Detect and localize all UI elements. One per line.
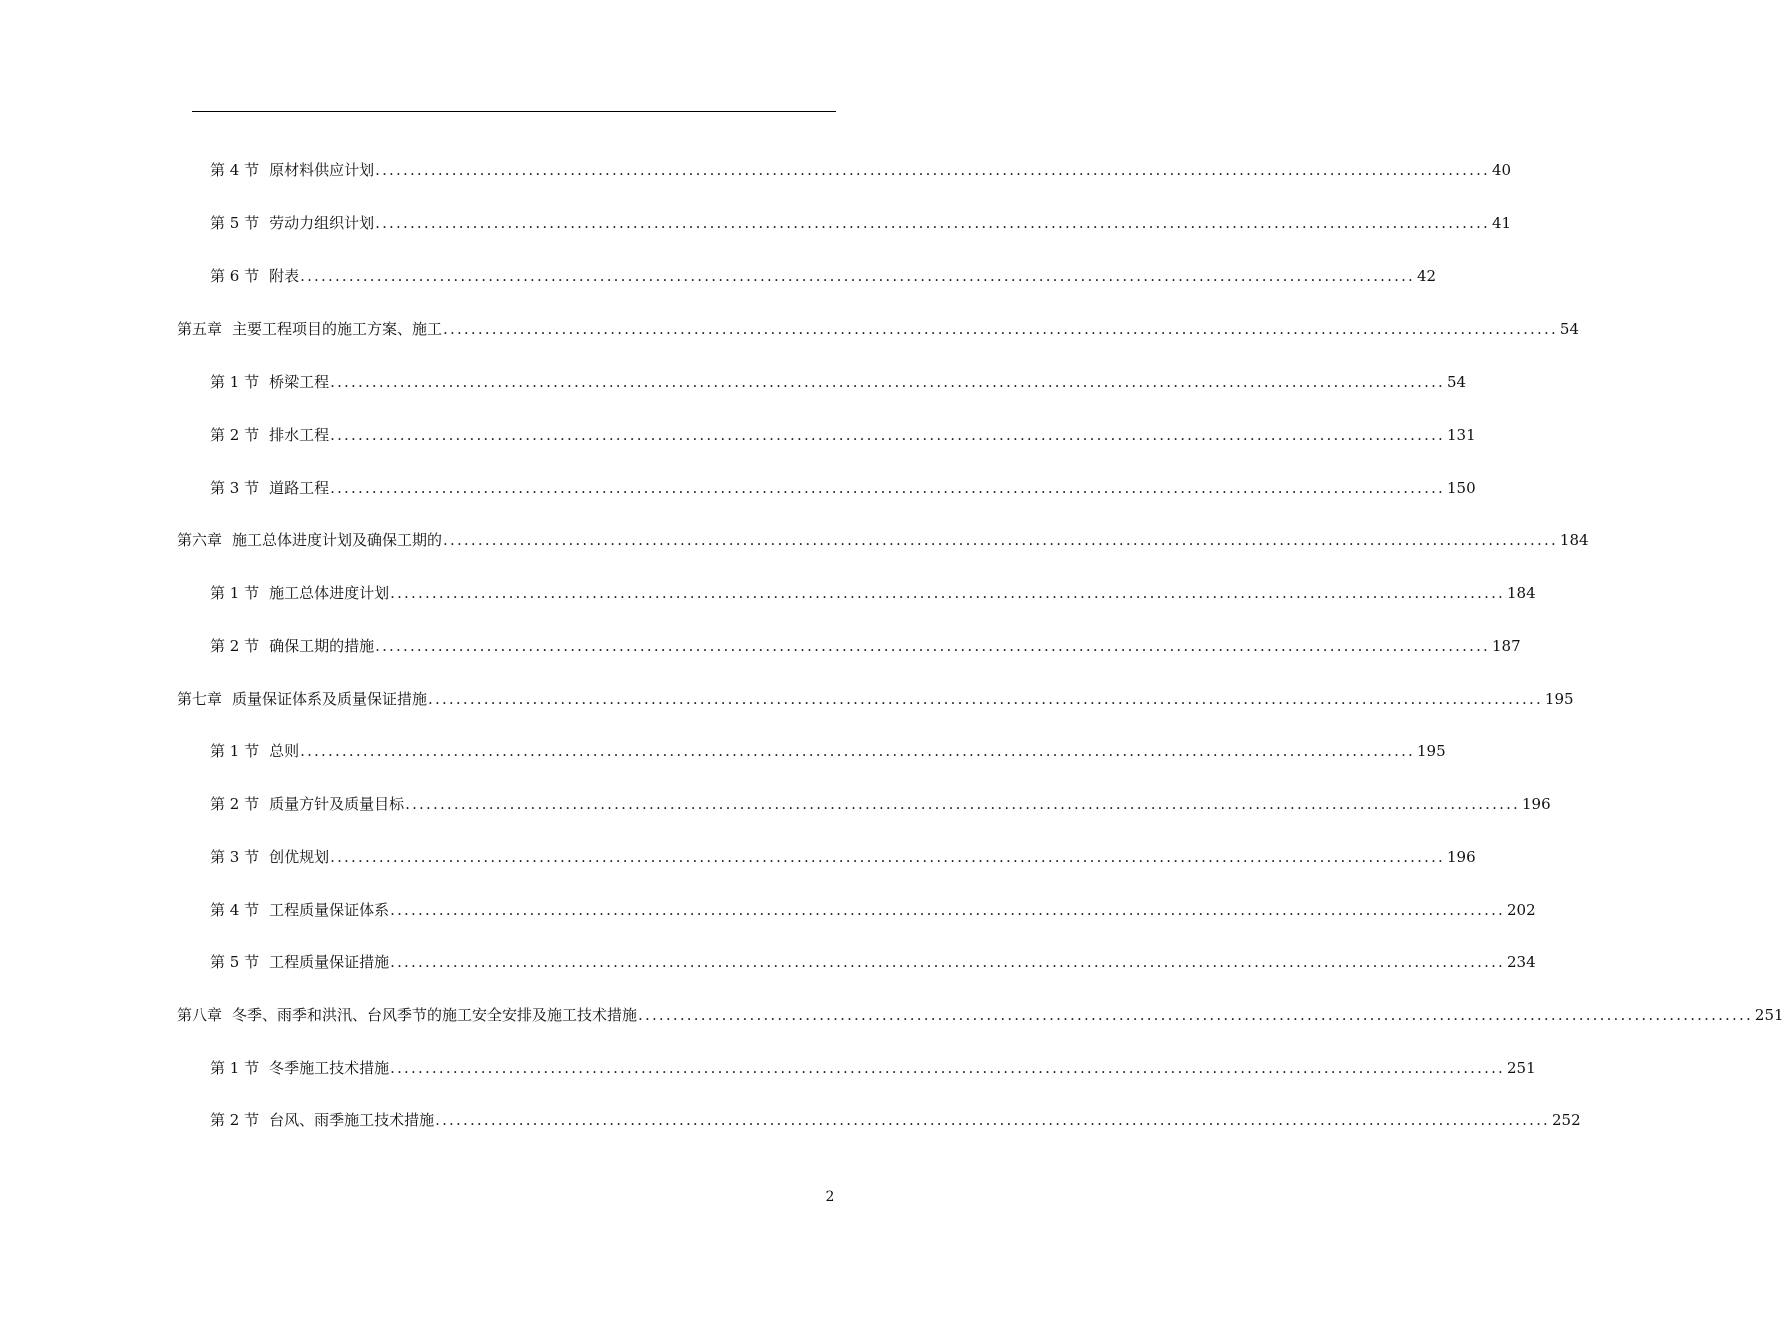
toc-entry-number: 第 1 节 <box>210 742 260 760</box>
toc-entry-title: 主要工程项目的施工方案、施工 <box>232 320 443 338</box>
toc-entry-page: 184 <box>1559 531 1589 549</box>
toc-entry-number: 第 3 节 <box>210 848 260 866</box>
toc-entry[interactable] <box>210 476 1476 500</box>
toc-entry-number: 第五章 <box>177 320 223 338</box>
toc-entry-page: 54 <box>1447 373 1467 391</box>
toc-entry[interactable] <box>210 264 1437 288</box>
dot-leader: ................................................................................................................................................................ <box>443 320 1558 338</box>
toc-entry-page: 195 <box>1417 742 1446 760</box>
toc-entry[interactable] <box>210 1108 1581 1132</box>
toc-entry[interactable] <box>210 950 1536 974</box>
toc-entry-number: 第 3 节 <box>210 479 260 497</box>
toc-entry[interactable] <box>210 845 1476 869</box>
toc-entry-page: 234 <box>1507 953 1536 971</box>
dot-leader: ................................................................................................................................................................ <box>428 690 1543 708</box>
dot-leader: ................................................................................................................................................................ <box>638 1006 1753 1024</box>
toc-entry-title: 确保工期的措施 <box>269 637 375 655</box>
toc-entry-number: 第 4 节 <box>210 901 260 919</box>
toc-entry[interactable] <box>177 687 1574 711</box>
toc-entry-title: 工程质量保证体系 <box>269 901 390 919</box>
toc-entry-title: 台风、雨季施工技术措施 <box>269 1111 435 1129</box>
toc-entry[interactable] <box>210 898 1536 922</box>
toc-entry-number: 第六章 <box>177 531 223 549</box>
page-number: 2 <box>825 1189 835 1205</box>
toc-entry-number: 第 2 节 <box>210 426 260 444</box>
toc-entry-title: 冬季施工技术措施 <box>269 1059 390 1077</box>
toc-entry-number: 第 1 节 <box>210 373 260 391</box>
dot-leader: ................................................................................................................................................................ <box>390 1059 1505 1077</box>
toc-entry[interactable] <box>177 528 1589 552</box>
toc-entry-page: 202 <box>1507 901 1536 919</box>
dot-leader: ................................................................................................................................................................ <box>300 742 1415 760</box>
dot-leader: ................................................................................................................................................................ <box>405 795 1520 813</box>
toc-entry-title: 排水工程 <box>269 426 330 444</box>
toc-entry-title: 施工总体进度计划 <box>269 584 390 602</box>
toc-entry-number: 第 1 节 <box>210 584 260 602</box>
dot-leader: ................................................................................................................................................................ <box>443 531 1558 549</box>
toc-entry[interactable] <box>210 1056 1536 1080</box>
toc-entry[interactable] <box>210 423 1476 447</box>
toc-entry-title: 总则 <box>269 742 300 760</box>
dot-leader: ................................................................................................................................................................ <box>330 426 1445 444</box>
toc-entry-title: 创优规划 <box>269 848 330 866</box>
dot-leader: ................................................................................................................................................................ <box>330 848 1445 866</box>
toc-entry-page: 40 <box>1492 161 1512 179</box>
toc-entry-title: 质量方针及质量目标 <box>269 795 405 813</box>
toc-entry[interactable] <box>210 634 1521 658</box>
toc-entry-title: 道路工程 <box>269 479 330 497</box>
toc-entry-number: 第 2 节 <box>210 795 260 813</box>
toc-entry-title: 劳动力组织计划 <box>269 214 375 232</box>
dot-leader: ................................................................................................................................................................ <box>300 267 1415 285</box>
dot-leader: ................................................................................................................................................................ <box>375 161 1490 179</box>
toc-entry-number: 第 5 节 <box>210 214 260 232</box>
dot-leader: ................................................................................................................................................................ <box>375 637 1490 655</box>
toc-entry-number: 第 6 节 <box>210 267 260 285</box>
toc-entry[interactable] <box>210 581 1536 605</box>
toc-entry[interactable] <box>210 370 1467 394</box>
toc-entry[interactable] <box>210 158 1512 182</box>
toc-entry-title: 桥梁工程 <box>269 373 330 391</box>
dot-leader: ................................................................................................................................................................ <box>435 1111 1550 1129</box>
toc-entry-page: 195 <box>1544 690 1574 708</box>
dot-leader: ................................................................................................................................................................ <box>330 479 1445 497</box>
toc-entry-number: 第 4 节 <box>210 161 260 179</box>
toc-entry-title: 施工总体进度计划及确保工期的 <box>232 531 443 549</box>
toc-entry-page: 196 <box>1522 795 1551 813</box>
toc-entry-page: 42 <box>1417 267 1437 285</box>
toc-entry-page: 54 <box>1559 320 1580 338</box>
toc-entry-number: 第七章 <box>177 690 223 708</box>
dot-leader: ................................................................................................................................................................ <box>390 953 1505 971</box>
toc-entry[interactable] <box>177 317 1580 341</box>
toc-entry[interactable] <box>210 792 1551 816</box>
dot-leader: ................................................................................................................................................................ <box>375 214 1490 232</box>
toc-entry-page: 252 <box>1552 1111 1581 1129</box>
toc-entry-page: 251 <box>1754 1006 1784 1024</box>
toc-entry[interactable] <box>210 739 1446 763</box>
toc-entry-title: 冬季、雨季和洪汛、台风季节的施工安全安排及施工技术措施 <box>232 1006 638 1024</box>
dot-leader: ................................................................................................................................................................ <box>390 584 1505 602</box>
dot-leader: ................................................................................................................................................................ <box>390 901 1505 919</box>
toc-entry-number: 第 2 节 <box>210 1111 260 1129</box>
toc-entry-page: 187 <box>1492 637 1521 655</box>
toc-entry-number: 第八章 <box>177 1006 223 1024</box>
toc-entry-page: 251 <box>1507 1059 1536 1077</box>
toc-entry[interactable] <box>177 1003 1784 1027</box>
toc-entry-number: 第 5 节 <box>210 953 260 971</box>
dot-leader: ................................................................................................................................................................ <box>330 373 1445 391</box>
toc-entry-page: 41 <box>1492 214 1512 232</box>
toc-entry-page: 131 <box>1447 426 1476 444</box>
toc-entry-title: 工程质量保证措施 <box>269 953 390 971</box>
toc-entry-number: 第 2 节 <box>210 637 260 655</box>
toc-entry-title: 原材料供应计划 <box>269 161 375 179</box>
toc-entry-title: 质量保证体系及质量保证措施 <box>232 690 428 708</box>
toc-entry-page: 150 <box>1447 479 1476 497</box>
toc-entry-number: 第 1 节 <box>210 1059 260 1077</box>
toc-entry-page: 184 <box>1507 584 1536 602</box>
toc-entry-title: 附表 <box>269 267 300 285</box>
toc-entry[interactable] <box>210 211 1512 235</box>
toc-entry-page: 196 <box>1447 848 1476 866</box>
